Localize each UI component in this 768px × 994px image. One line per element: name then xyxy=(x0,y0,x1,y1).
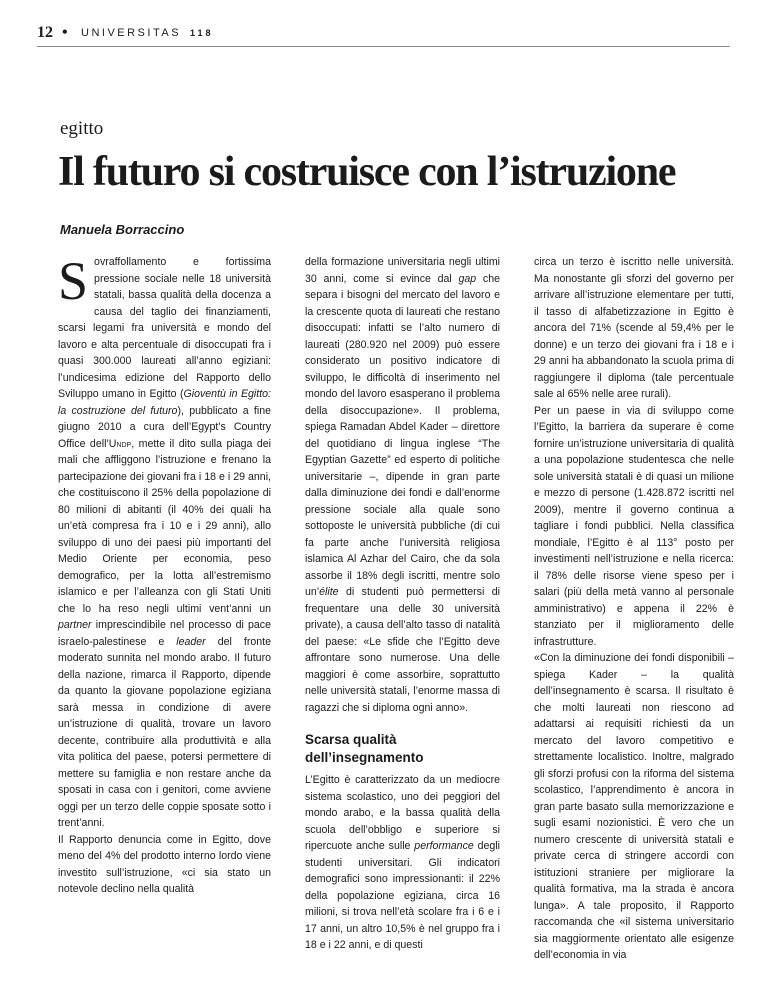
text-run: , mette il dito sulla piaga dei mali che affliggono l’istruzione e frenano la partecipazione dei giovani fra i 18 e i 29 anni, che costituiscono il 25% della popolazione di 80 milioni di abitanti (il 40% dei quali ha un’età compresa fra i 10 e i 29 anni), allo sviluppo di uno dei paesi più importanti del Medio Oriente per economia, peso demografico, per la lotta all’estremismo islamico e per l’alleanza con gli Stati Uniti che lo ha reso negli ultimi vent’anni un xyxy=(58,437,272,615)
text-run: imprescindibile nel processo di pace israelo-palestinese e xyxy=(58,619,271,648)
text-column-2 xyxy=(305,254,500,954)
foreign-term: performance xyxy=(414,840,474,852)
organization-acronym: Undp xyxy=(108,437,132,450)
page-number: 12 xyxy=(37,24,53,41)
text-run: che separa i bisogni del mercato del lavoro e la crescente quota di laureati che restano disoccupati: infatti se l’alto numero di laureati (280.920 nel 2009) può essere considerato un positivo indicatore di sviluppo, le difficoltà di inserimento nel mondo del lavoro esasperano il problema della disoccupazione». Il problema, spiega Ramadan Abdel Kader – direttore del quotidiano di lingua inglese “The Egyptian Gazette” ed esperto di politiche universitarie –, dipende in gran parte dalla diminuzione dei fondi e dall’enorme pressione sociale alla quale sono sottoposte le università pubbliche (di cui fa parte anche l’università religiosa islamica Al Azhar del Cairo, che da sola assorbe il 18% degli iscritti, mentre solo un’ xyxy=(305,272,501,598)
foreign-term: gap xyxy=(458,272,477,285)
text-run: L’Egitto è caratterizzato da un mediocre sistema scolastico, uno dei peggiori del mondo arabo, e la bassa qualità della scuola dell’obbligo e superiore si ripercuote anche sulle xyxy=(305,774,500,852)
text-run: della formazione universitaria negli ultimi 30 anni, come si evince dal xyxy=(305,256,500,285)
issue-number: 118 xyxy=(190,28,214,38)
report-title: Gioventù in Egitto: la costruzione del futuro xyxy=(58,388,271,417)
text-run: di studenti può permettersi di frequentare una delle 30 università private), a causa dell’alto tasso di natalità del paese: «Le sfide che l’Egitto deve affrontare sono numerose. Una delle maggiori è come assorbire, soprattutto nelle università statali, l’enorme massa di ragazzi che si diploma ogni anno». xyxy=(305,586,500,714)
paragraph xyxy=(305,254,500,716)
article-author: Manuela Borraccino xyxy=(60,222,185,237)
text-run: degli studenti universitari. Gli indicatori demografici sono impressionanti: il 22% della popolazione egiziana, circa 16 milioni, si trova nell’età scolare fra i 6 e i 17 anni, un altro 10,5% è nel gruppo fra i 18 e i 22 anni, e di questi xyxy=(305,840,501,951)
paragraph: Per un paese in via di sviluppo come l’Egitto, la barriera da superare è come fornire un’istruzione universitaria di qualità a una popolazione studentesca che nelle sole università statali è di quasi un milione e mezzo di persone (1.428.872 iscritti nel 2009), mentre il governo continua a tagliare i fondi pubblici. Nella classifica mondiale, l’Egitto è al 113° posto per investimenti nell’istruzione e nella ricerca: il 78% delle risorse viene speso per i salari (più della metà vanno al personale amministrativo) e appena il 22% è stanziato per il miglioramento delle infrastrutture. xyxy=(534,404,734,648)
foreign-term: partner xyxy=(58,619,92,631)
text-column-1 xyxy=(58,251,272,898)
article-title: Il futuro si costruisce con l’istruzione xyxy=(58,149,676,195)
running-header xyxy=(37,24,730,44)
paragraph: «Con la diminuzione dei fondi disponibili – spiega Kader – la qualità dell’insegnamento è scarsa. Il risultato è che molti laureati non riescono ad adattarsi ai requisiti richiesti da un mercato del lavoro competitivo e strettamente localistico. Inoltre, malgrado gli sforzi profusi con la riforma del sistema scolastico, l’apprendimento è ancora in gran parte basato sulla memorizzazione e sugli esami nozionistici. È vero che un numero crescente di università statali e private cerca di stringere accordi con istituzioni straniere per migliorare la qualità formativa, ma la strada è ancora lunga». A tale proposito, il Rapporto raccomanda che «il sistema universitario sia maggiormente orientato alle esigenze dell’economia in via xyxy=(534,652,734,961)
magazine-name: UNIVERSITAS xyxy=(81,27,182,39)
text-run: del fronte moderato sunnita nel mondo arabo. Il futuro della nazione, rimarca il Rapporto, dipende da quanto la giovane popolazione egiziana sarà messa in condizione di avere un’istruzione di qualità, trovare un lavoro decente, contribuire alla produttività e alla vita politica del paese, potersi permettere di mettere su famiglia e non restare anche da sposati in casa con i genitori, come avviene oggi per un terzo delle coppie sposate sotto i trent’anni. xyxy=(58,635,271,829)
header-rule xyxy=(37,46,730,47)
paragraph xyxy=(305,772,500,954)
text-run: ), pubblicato a fine giugno 2010 a cura dell’Egypt’s Country Office dell’ xyxy=(58,404,271,450)
foreign-term: élite xyxy=(319,586,339,598)
text-run: ovraffollamento e fortissima pressione sociale nelle 18 università statali, bassa qualità della docenza a causa del taglio dei finanziamenti, scarsi legami fra università e mondo del lavoro e alta percentuale di disoccupati fra i quasi 300.000 laureati all’anno egiziani: l’undicesima edizione del Rapporto dello Sviluppo umano in Egitto ( xyxy=(58,256,271,400)
paragraph xyxy=(58,251,272,832)
foreign-term: leader xyxy=(176,635,206,648)
header-separator: • xyxy=(62,24,68,41)
text-column-3 xyxy=(534,254,734,964)
paragraph: Il Rapporto denuncia come in Egitto, dove meno del 4% del prodotto interno lordo viene investito sull’istruzione, «ci sia stato un notevole declino nella qualità xyxy=(58,833,271,895)
subheading: Scarsa qualità dell’insegnamento xyxy=(305,732,424,765)
paragraph: circa un terzo è iscritto nelle università. Ma nonostante gli sforzi del governo per arrivare all’istruzione elementare per tutti, il tasso di alfabetizzazione in Egitto è ancora del 71% (scende al 59,4% per le donne) e un terzo dei giovani fra i 18 e i 29 anni ha abbandonato la scuola prima di raggiungere il diploma (tale percentuale sale al 65% nelle aree rurali). xyxy=(534,256,734,400)
section-label: egitto xyxy=(60,118,104,139)
drop-cap: S xyxy=(58,251,89,311)
